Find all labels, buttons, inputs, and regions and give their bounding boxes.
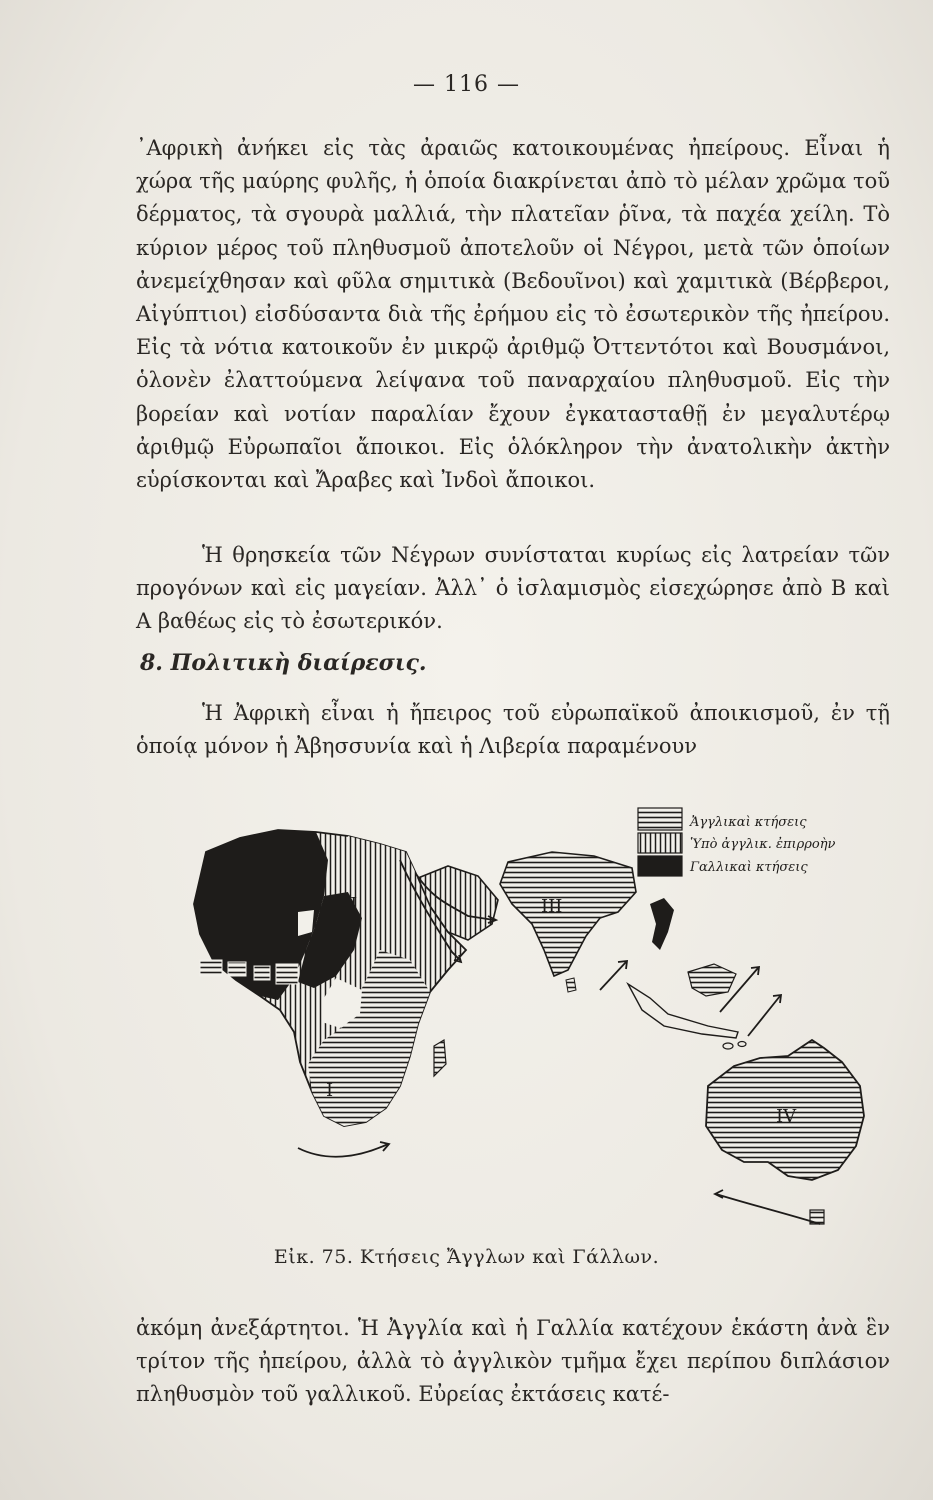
section-heading: 8. Πολιτικὴ διαίρεσις. (140, 650, 427, 676)
region-label-iii: III (541, 896, 563, 917)
arrow-cape-route (298, 1144, 388, 1157)
region-label-iv: IV (776, 1106, 797, 1127)
british-india (500, 852, 636, 976)
paragraph-politics: Ἡ Ἀφρικὴ εἶναι ἡ ἤπειρος τοῦ εὐρωπαϊκοῦ ἀποικισμοῦ, ἐν τῇ ὁποίᾳ μόνον ἡ Ἀβησσυνία καὶ ἡ Λιβερία παραμένουν (136, 701, 890, 759)
white-patch-sahara (298, 910, 314, 936)
madagascar (434, 1040, 446, 1076)
legend-swatch-british (638, 808, 682, 830)
south-asia-region (500, 852, 746, 1049)
body-text-religion (136, 539, 890, 639)
australia-region (706, 1040, 864, 1224)
body-text-politics (136, 697, 890, 763)
malaya-borneo (688, 964, 736, 996)
body-text-top (136, 132, 890, 497)
map-legend (638, 808, 836, 876)
legend-label-british: Ἀγγλικαὶ κτήσεις (690, 815, 807, 830)
region-label-ii: II (343, 894, 358, 915)
paragraph-religion: Ἡ θρησκεία τῶν Νέγρων συνίσταται κυρίως εἰς λατρείαν τῶν προγόνων καὶ εἰς μαγείαν. Ἀλλ᾿ ὁ ἰσλαμισμὸς εἰσεχώρησε ἀπὸ Β καὶ Α βαθέως εἰς τὸ ἐσωτερικόν. (136, 543, 890, 634)
colonial-possessions-map (148, 800, 888, 1240)
body-text-bottom (136, 1312, 890, 1412)
ceylon (566, 978, 576, 992)
paragraph-population: ᾿Αφρικὴ ἀνήκει εἰς τὰς ἀραιῶς κατοικουμένας ἠπείρους. Εἶναι ἡ χώρα τῆς μαύρης φυλῆς, ἡ ὁποία διακρίνεται ἀπὸ τὸ μέλαν χρῶμα τοῦ δέρματος, τὰ σγουρὰ μαλλιά, τὴν πλατεῖαν ῥῖνα, τὰ παχέα χείλη. Τὸ κύριον μέρος τοῦ πληθυσμοῦ ἀποτελοῦν οἱ Νέγροι, μετὰ τῶν ὁποίων ἀνεμείχθησαν καὶ φῦλα σημιτικὰ (Βεδουῖνοι) καὶ χαμιτικὰ (Βέρβεροι, Αἰγύπτιοι) εἰσδύσαντα διὰ τῆς ἐρήμου εἰς τὸ ἐσωτερικὸν τῆς ἠπείρου. Εἰς τὰ νότια κατοικοῦν ἐν μικρῷ ἀριθμῷ Ὀττεντότοι καὶ Βουσμάνοι, ὁλονὲν ἐλαττούμενα λείψανα τοῦ παναρχαίου πληθυσμοῦ. Εἰς τὴν βορείαν καὶ νοτίαν παραλίαν ἔχουν ἐγκατασταθῇ ἐν μεγαλυτέρῳ ἀριθμῷ Εὐρωπαῖοι ἄποικοι. Εἰς ὁλόκληρον τὴν ἀνατολικὴν ἀκτὴν εὑρίσκονται καὶ Ἄραβες καὶ Ἰνδοὶ ἄποικοι. (136, 136, 890, 493)
legend-swatch-french (638, 856, 682, 876)
arrow-north-indian (600, 962, 626, 990)
french-indochina (650, 898, 674, 950)
page-number: — 116 — (413, 72, 520, 97)
figure-caption: Εἰκ. 75. Κτήσεις Ἄγγλων καὶ Γάλλων. (273, 1246, 660, 1268)
region-label-i: I (326, 1080, 334, 1101)
arrow-australia-route (716, 1194, 820, 1224)
legend-label-french: Γαλλικαὶ κτήσεις (690, 860, 808, 875)
map-figure (148, 800, 888, 1240)
arrow-pacific (748, 996, 780, 1036)
legend-label-british-influence: Ὑπὸ ἀγγλικ. ἐπιρροὴν (690, 837, 836, 852)
legend-swatch-british-influence (638, 833, 682, 853)
paragraph-continuation: ἀκόμη ἀνεξάρτητοι. Ἡ Ἀγγλία καὶ ἡ Γαλλία κατέχουν ἑκάστη ἀνὰ ἓν τρίτον τῆς ἠπείρου, ἀλλὰ τὸ ἀγγλικὸν τμῆμα ἔχει περίπου διπλάσιον πληθυσμὸν τοῦ γαλλικοῦ. Εὐρείας ἐκτάσεις κατέ- (136, 1316, 890, 1407)
